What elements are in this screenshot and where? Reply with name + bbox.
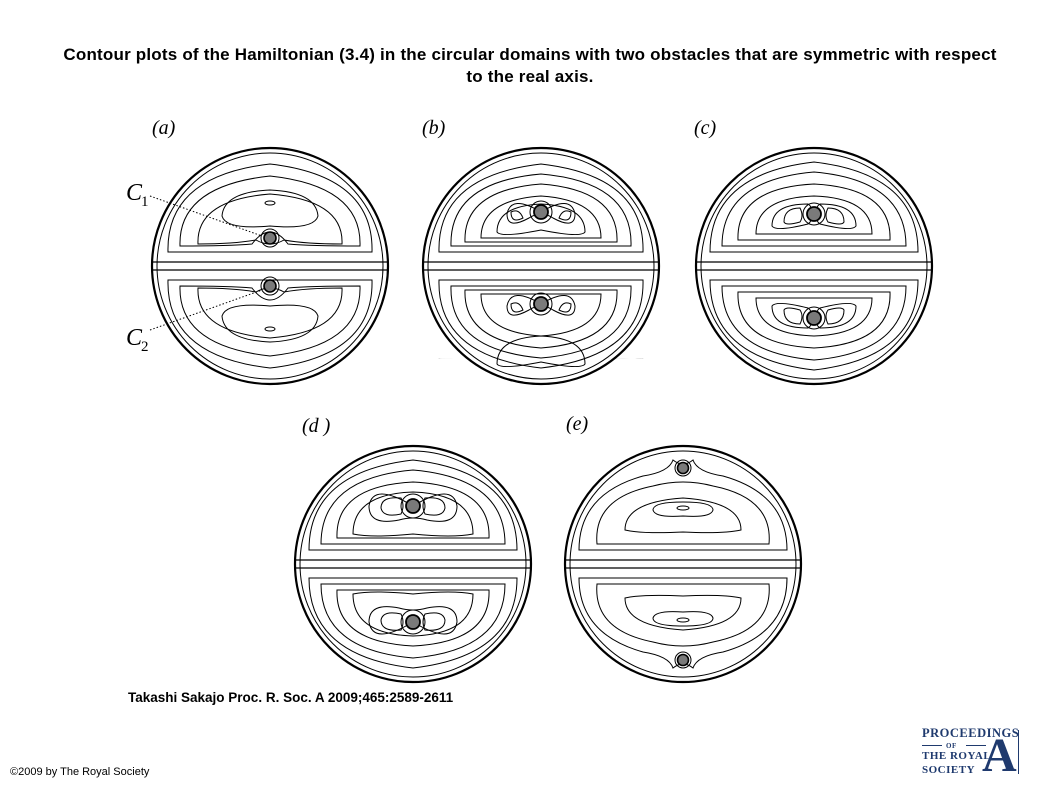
- logo-society: SOCIETY: [922, 764, 976, 776]
- logo-the-royal: THE ROYAL: [922, 750, 992, 762]
- logo-rule-left: [922, 745, 942, 746]
- panel-d: [295, 446, 531, 682]
- proceedings-a-logo: [918, 722, 1030, 780]
- panel-label-e: (e): [566, 413, 589, 435]
- panel-label-a: (a): [152, 117, 176, 139]
- annotation-c1-sub: 1: [141, 194, 149, 210]
- panel-label-d: (d ): [302, 415, 331, 437]
- panel-b: [423, 148, 659, 384]
- annotation-c1: C: [126, 180, 143, 206]
- copyright: ©2009 by The Royal Society: [10, 766, 150, 778]
- logo-vertical-rule: [1018, 730, 1027, 774]
- panel-c: [696, 148, 932, 384]
- annotation-c2-sub: 2: [141, 339, 149, 355]
- panel-a: [152, 148, 388, 384]
- logo-proceedings: PROCEEDINGS: [922, 726, 1020, 740]
- figure-title: Contour plots of the Hamiltonian (3.4) in the circular domains with two obstacles that are symmetric with respect to the real axis.: [63, 45, 997, 86]
- panel-label-c: (c): [694, 117, 717, 139]
- panel-e: [565, 446, 801, 682]
- citation: Takashi Sakajo Proc. R. Soc. A 2009;465:2589-2611: [128, 690, 454, 705]
- panel-label-b: (b): [422, 117, 446, 139]
- logo-of: OF: [946, 742, 957, 750]
- logo-letter-a: A: [982, 729, 1017, 782]
- annotation-c2: C: [126, 325, 143, 351]
